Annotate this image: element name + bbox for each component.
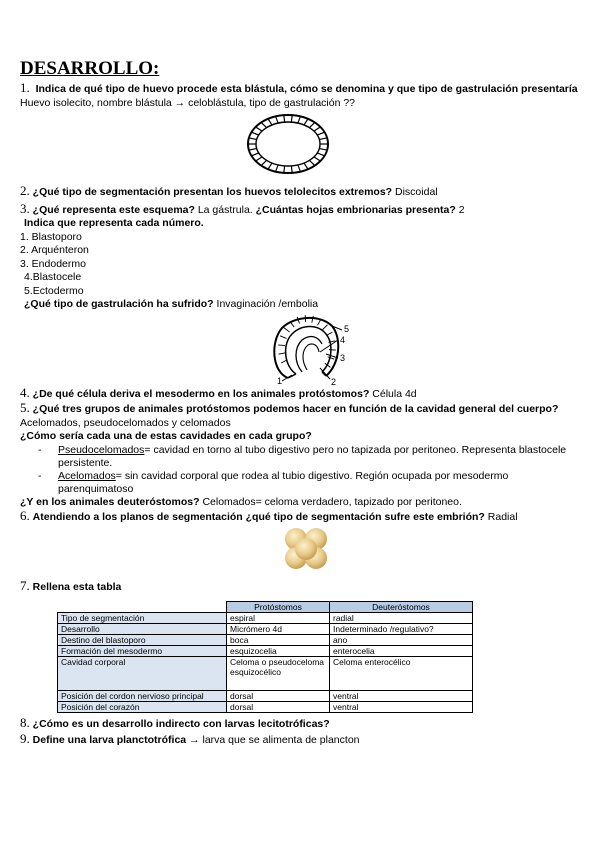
table-cell: Micrómero 4d — [227, 624, 330, 635]
answer-1: Huevo isolecito, nombre blástula → celoblástula, tipo de gastrulación ?? — [20, 96, 356, 109]
table-cell: Indeterminado /regulativo? — [330, 624, 473, 635]
question-8 — [20, 716, 580, 732]
row-label: Desarrollo — [58, 624, 227, 635]
question-1 — [20, 81, 580, 97]
table-cell: esquizocelia — [227, 646, 330, 657]
row-label: Cavidad corporal — [58, 657, 227, 691]
embryo-figure — [20, 525, 580, 573]
figure-label: 1 — [277, 375, 283, 386]
gastrula-figure — [20, 312, 580, 386]
table-cell: Celoma enterocélico — [330, 657, 473, 691]
comparison-table — [57, 601, 473, 713]
table-header: Protóstomos — [227, 602, 330, 613]
question-text: Indica de qué tipo de huevo procede esta blástula, cómo se denomina y que tipo de gastrulación presentaría — [35, 83, 578, 95]
question-text: ¿Y en los animales deuteróstomos? — [20, 495, 200, 508]
row-label: Tipo de segmentación — [58, 613, 227, 624]
question-5-deuterostomes — [20, 496, 580, 510]
table-row — [58, 691, 473, 702]
gastrula-drawing — [20, 312, 580, 386]
table-cell: ventral — [330, 691, 473, 702]
blastula-drawing — [20, 110, 580, 182]
question-text: ¿Qué tipo de segmentación presentan los huevos telolecitos extremos? — [32, 186, 393, 198]
table-row — [58, 613, 473, 624]
table-row — [58, 646, 473, 657]
table-header: Deuteróstomos — [330, 602, 473, 613]
question-9 — [20, 732, 580, 748]
figure-label: 3 — [340, 352, 346, 363]
row-label: Formación del mesodermo — [58, 646, 227, 657]
question-text: Rellena esta tabla — [32, 580, 122, 593]
question-3-gastrulation — [20, 298, 580, 312]
question-number: 1. — [20, 80, 30, 95]
table-cell: dorsal — [227, 702, 330, 713]
table-cell: Celoma o pseudoceloma esquizocélico — [227, 657, 330, 691]
question-3 — [20, 202, 580, 218]
bullet-dash: - — [38, 469, 42, 482]
list-item: 2. Arquénteron — [20, 244, 89, 256]
table-cell: enterocelia — [330, 646, 473, 657]
question-3-sub: Indica que representa cada número. — [24, 217, 204, 229]
table-header-row — [58, 602, 473, 613]
answer-text: Célula 4d — [372, 387, 417, 400]
row-label: Posición del cordon nervioso principal — [58, 691, 227, 702]
bullet-dash: - — [38, 443, 42, 456]
question-number: 6. — [20, 508, 30, 523]
answer-text: Celomados= celoma verdadero, tapizado por peritoneo. — [202, 495, 462, 508]
figure-label: 2 — [331, 376, 337, 386]
blastula-figure — [20, 110, 580, 182]
table-cell: espiral — [227, 613, 330, 624]
question-text: ¿Qué tipo de gastrulación ha sufrido? — [24, 298, 214, 310]
question-4 — [20, 386, 580, 402]
bullet-term: Acelomados — [58, 469, 116, 482]
answer-text: Invaginación /embolia — [216, 298, 319, 310]
page-title: DESARROLLO: — [20, 58, 160, 79]
question-text: ¿Cuántas hojas embrionarias presenta? — [255, 203, 456, 216]
question-text: Atendiendo a los planos de segmentación ¿qué tipo de segmentación sufre este embrión? — [32, 511, 485, 523]
bullet-term: Pseudocelomados — [58, 443, 145, 456]
table-cell: ano — [330, 635, 473, 646]
list-item: 4.Blastocele — [24, 271, 82, 283]
row-label: Posición del corazón — [58, 702, 227, 713]
table-row — [58, 624, 473, 635]
figure-label: 4 — [340, 334, 346, 345]
answer-text: → larva que se alimenta de plancton — [189, 733, 360, 746]
list-item: 3. Endodermo — [20, 257, 86, 270]
bullet-text: = sin cavidad corporal que rodea al tubio digestivo. Región ocupada por mesodermo parenquimatoso — [58, 469, 509, 495]
answer-text: 2 — [458, 203, 465, 216]
answer-text: Acelomados, pseudocelomados y celomados — [20, 416, 231, 429]
answer-text: La gástrula. — [197, 203, 253, 216]
table-row — [58, 635, 473, 646]
question-7 — [20, 579, 580, 595]
row-label: Destino del blastoporo — [58, 635, 227, 646]
question-number: 2. — [20, 183, 30, 198]
question-number: 8. — [20, 715, 30, 730]
question-text: ¿Qué tres grupos de animales protóstomos podemos hacer en función de la cavidad general del cuerpo? — [32, 403, 559, 415]
question-text: ¿De qué célula deriva el mesodermo en los animales protóstomos? — [32, 387, 370, 400]
question-text: ¿Cómo es un desarrollo indirecto con larvas lecitotróficas? — [32, 718, 330, 730]
table-cell: dorsal — [227, 691, 330, 702]
list-item — [20, 470, 580, 496]
table-cell: radial — [330, 613, 473, 624]
question-2 — [20, 184, 580, 200]
question-text: Define una larva planctotrófica — [32, 733, 187, 746]
table-cell: ventral — [330, 702, 473, 713]
table-cell: boca — [227, 635, 330, 646]
question-6 — [20, 509, 580, 525]
answer-text: Radial — [487, 511, 518, 523]
embryo-image — [20, 525, 580, 573]
document-page — [20, 58, 580, 747]
list-item: 5.Ectodermo — [24, 284, 84, 297]
list-item — [20, 444, 580, 470]
question-text: ¿Qué representa este esquema? — [32, 203, 195, 216]
question-number: 4. — [20, 384, 30, 400]
question-number: 3. — [20, 200, 30, 216]
question-5 — [20, 401, 580, 430]
table-corner — [58, 602, 227, 613]
question-5-sub: ¿Cómo sería cada una de estas cavidades en cada grupo? — [20, 430, 312, 442]
bullet-text: = cavidad en torno al tubo digestivo pero no tapizada por peritoneo. Representa blastocele persistente. — [58, 443, 567, 469]
table-row — [58, 657, 473, 691]
list-item: 1. Blastoporo — [20, 230, 82, 243]
question-number: 5. — [20, 400, 30, 415]
answer-text: Discoidal — [395, 186, 438, 198]
table-row — [58, 702, 473, 713]
figure-label: 5 — [344, 323, 350, 334]
question-number: 9. — [20, 730, 30, 746]
question-number: 7. — [20, 577, 30, 593]
